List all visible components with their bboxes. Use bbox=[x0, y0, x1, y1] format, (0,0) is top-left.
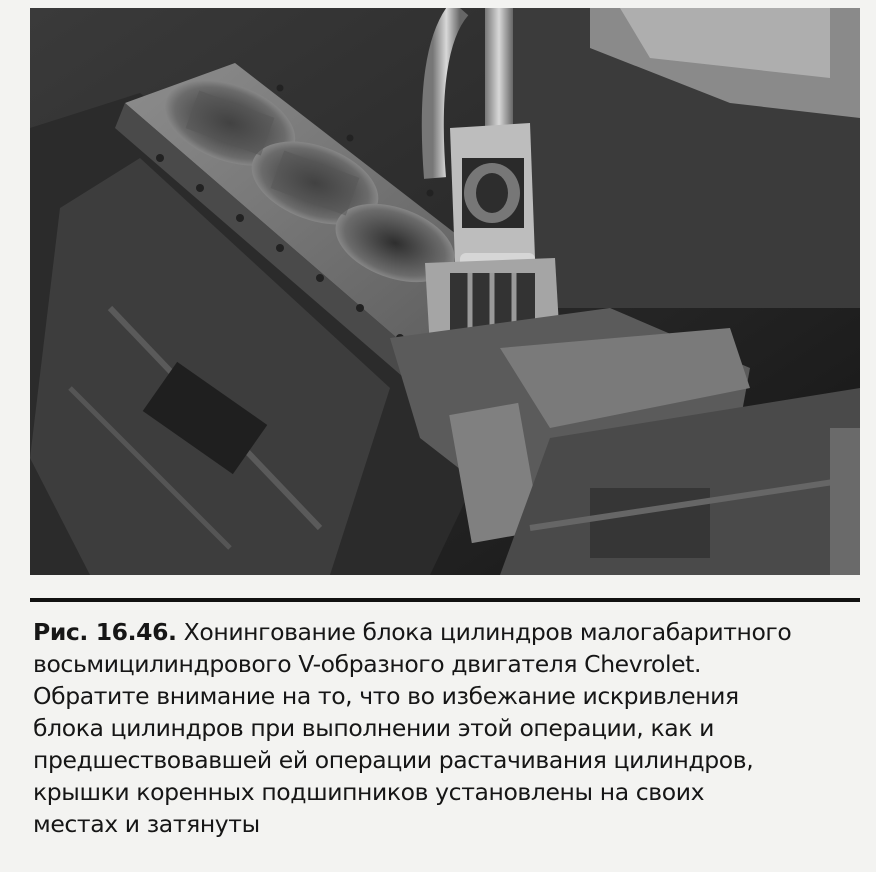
caption-line-4: блока цилиндров при выполнении этой операции, как и bbox=[33, 714, 714, 742]
engine-block-photo bbox=[30, 8, 860, 575]
caption-line-7: местах и затянуты bbox=[33, 810, 260, 838]
caption-text-1: Хонингование блока цилиндров малогабаритного bbox=[183, 618, 792, 646]
caption-line-2: восьмицилиндрового V-образного двигателя Chevrolet. bbox=[33, 650, 702, 678]
figure-caption bbox=[33, 616, 863, 840]
caption-line-1 bbox=[33, 616, 863, 648]
caption-line-6: крышки коренных подшипников установлены на своих bbox=[33, 778, 705, 806]
figure-label: Рис. 16.46. bbox=[33, 618, 177, 646]
caption-line-3: Обратите внимание на то, что во избежание искривления bbox=[33, 682, 739, 710]
caption-line-5: предшествовавшей ей операции растачивания цилиндров, bbox=[33, 746, 754, 774]
caption-divider bbox=[30, 598, 860, 602]
engine-block-illustration bbox=[30, 8, 860, 575]
